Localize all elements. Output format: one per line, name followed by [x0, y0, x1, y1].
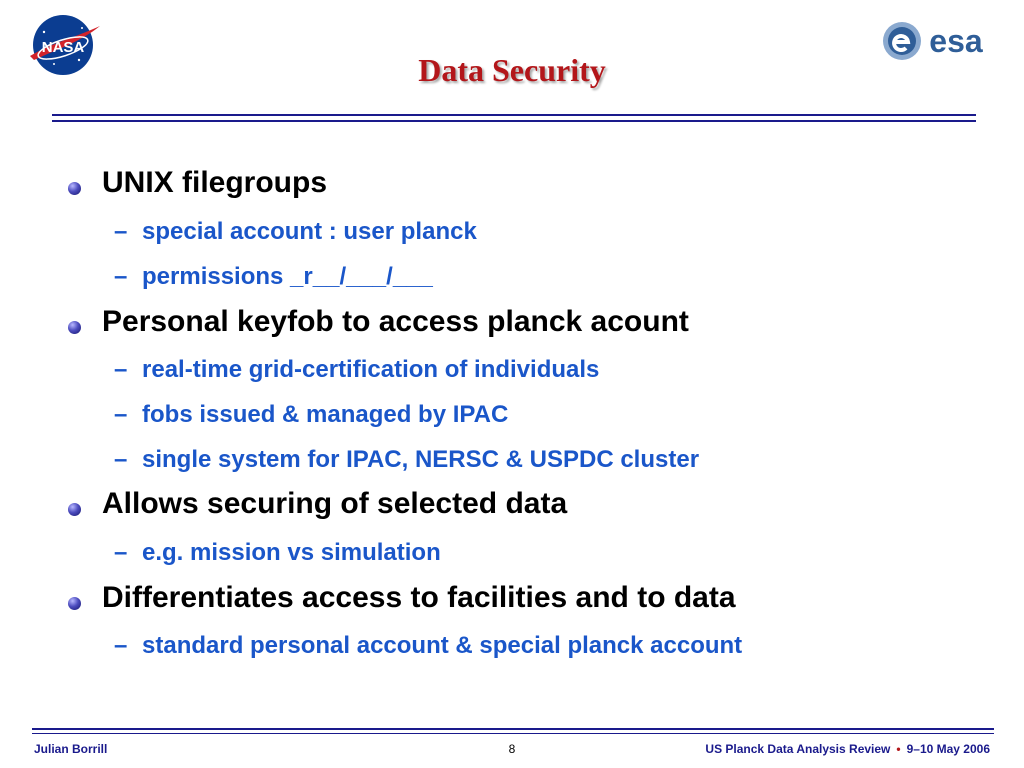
page-number: 8: [508, 742, 516, 756]
bullet-icon: [68, 503, 81, 516]
footer-event-name: US Planck Data Analysis Review: [705, 742, 891, 756]
esa-logo-text: esa: [929, 23, 983, 59]
footer-rule: [32, 728, 994, 734]
footer-event: [705, 742, 990, 756]
slide-title: Data Security: [418, 52, 606, 88]
bullet-icon: [68, 597, 81, 610]
dash-marker: –: [114, 263, 128, 290]
sub-bullet-item: special account : user planck: [142, 218, 477, 245]
dash-marker: –: [114, 401, 128, 428]
dash-marker: –: [114, 218, 128, 245]
footer-author: Julian Borrill: [34, 742, 108, 756]
sub-bullet-item: e.g. mission vs simulation: [142, 539, 441, 566]
dash-marker: –: [114, 356, 128, 383]
sub-bullet-item: permissions _r__/___/___: [142, 263, 433, 290]
bullet-item: UNIX filegroups: [102, 166, 328, 199]
bullet-icon: [68, 182, 81, 195]
sub-bullet-item: standard personal account & special planck account: [142, 632, 743, 659]
dash-marker: –: [114, 446, 128, 473]
bullet-item: Differentiates access to facilities and to data: [102, 581, 736, 614]
bullet-item: Allows securing of selected data: [102, 487, 568, 520]
dash-marker: –: [114, 539, 128, 566]
header-rule: [52, 114, 976, 122]
footer-date: 9–10 May 2006: [906, 742, 990, 756]
bullet-icon: [68, 321, 81, 334]
dash-marker: –: [114, 632, 128, 659]
sub-bullet-item: fobs issued & managed by IPAC: [142, 401, 509, 428]
bullet-item: Personal keyfob to access planck acount: [102, 305, 689, 338]
sub-bullet-item: single system for IPAC, NERSC & USPDC cluster: [142, 446, 700, 473]
sub-bullet-item: real-time grid-certification of individuals: [142, 356, 600, 383]
nasa-logo-text: NASA: [41, 39, 85, 56]
footer-separator: •: [896, 742, 901, 756]
